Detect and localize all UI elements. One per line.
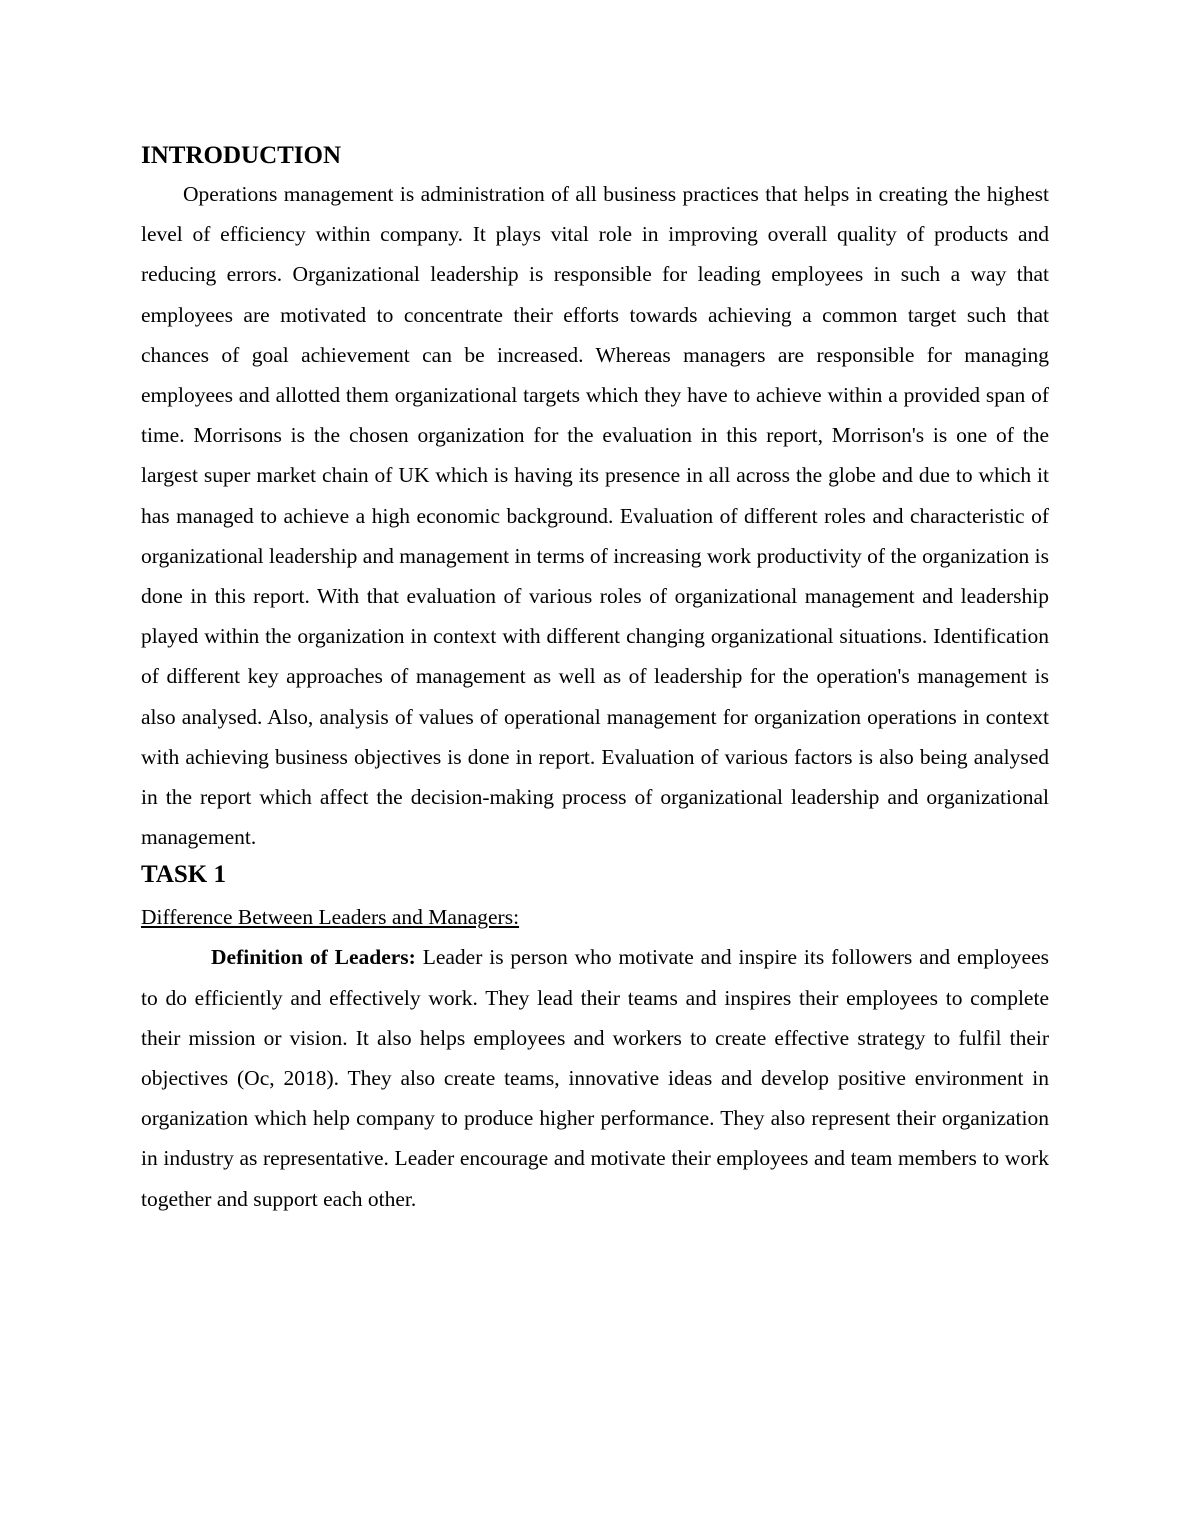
task1-subheading: Difference Between Leaders and Managers:	[141, 905, 520, 930]
document-page	[141, 138, 1049, 1219]
task1-heading: TASK 1	[141, 861, 226, 889]
leaders-definition-paragraph	[141, 937, 1049, 1218]
leaders-definition-text: Leader is person who motivate and inspire its followers and employees to do efficiently and effectively work. They lead their teams and inspires their employees to complete their mission or vision. It also helps employees and workers to create effective strategy to fulfil their objectives (Oc, 2018). They also create teams, innovative ideas and develop positive environment in organization which help company to produce higher performance. They also represent their organization in industry as representative. Leader encourage and motivate their employees and team members to work together and support each other.	[141, 945, 1049, 1211]
leaders-definition-label: Definition of Leaders:	[211, 945, 416, 970]
introduction-paragraph: Operations management is administration of all business practices that helps in creating the highest level of efficiency within company. It plays vital role in improving overall quality of products and reducing errors. Organizational leadership is responsible for leading employees in such a way that employees are motivated to concentrate their efforts towards achieving a common target such that chances of goal achievement can be increased. Whereas managers are responsible for managing employees and allotted them organizational targets which they have to achieve within a provided span of time. Morrisons is the chosen organization for the evaluation in this report, Morrison's is one of the largest super market chain of UK which is having its presence in all across the globe and due to which it has managed to achieve a high economic background. Evaluation of different roles and characteristic of organizational leadership and management in terms of increasing work productivity of the organization is done in this report. With that evaluation of various roles of organizational management and leadership played within the organization in context with different changing organizational situations. Identification of different key approaches of management as well as of leadership for the operation's management is also analysed. Also, analysis of values of operational management for organization operations in context with achieving business objectives is done in report. Evaluation of various factors is also being analysed in the report which affect the decision-making process of organizational leadership and organizational management.	[141, 182, 1049, 850]
introduction-heading: INTRODUCTION	[141, 142, 342, 169]
